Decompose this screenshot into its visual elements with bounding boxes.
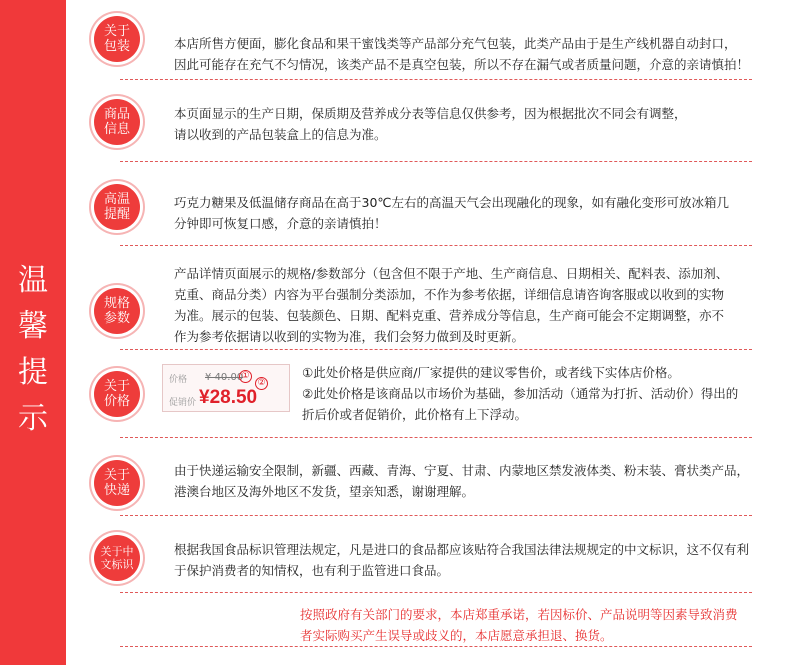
divider	[120, 592, 752, 593]
chinese-label-badge: 关于中 文标识	[94, 535, 140, 581]
original-price: ¥ 40.00	[205, 372, 244, 383]
shipping-text: 由于快递运输安全限制，新疆、西藏、青海、宁夏、甘肃、内蒙地区禁发液体类、粉末装、膏状类产品， 港澳台地区及海外地区不发货，望亲知悉，谢谢理解。	[174, 463, 750, 499]
price-example-image	[162, 364, 290, 412]
price-label: 价格	[169, 375, 188, 385]
chinese-label-text: 根据我国食品标识管理法规定，凡是进口的食品都应该贴符合我国法律法规规定的中文标识，这不仅有利 于保护消费者的知情权，也有利于监管进口食品。	[174, 542, 750, 578]
packaging-badge: 关于 包装	[94, 16, 140, 62]
marker-two: ②	[255, 377, 268, 390]
high-temp-badge: 高温 提醒	[94, 184, 140, 230]
product-info-text: 本页面显示的生产日期，保质期及营养成分表等信息仅供参考，因为根据批次不同会有调整， 请以收到的产品包装盒上的信息为准。	[174, 106, 687, 142]
product-info-badge: 商品 信息	[94, 99, 140, 145]
divider	[120, 79, 752, 80]
shipping-badge: 关于 快递	[94, 460, 140, 506]
divider	[120, 515, 752, 516]
sidebar	[0, 0, 66, 665]
price-badge: 关于 价格	[94, 371, 140, 417]
packaging-text: 本店所售方便面，膨化食品和果干蜜饯类等产品部分充气包装，此类产品由于是生产线机器自动封口， 因此可能存在充气不匀情况，该类产品不是真空包装，所以不存在漏气或者质量问题，介意的亲请慎拍！	[174, 36, 750, 72]
sidebar-title-char: 温	[18, 263, 48, 298]
promo-price-label: 促销价	[169, 398, 197, 408]
sidebar-title-char: 提	[18, 355, 48, 390]
divider	[120, 161, 752, 162]
marker-one: ①	[239, 370, 252, 383]
sidebar-title	[0, 258, 66, 442]
sidebar-title-char: 示	[18, 401, 48, 436]
specs-text: 产品详情页面展示的规格/参数部分（包含但不限于产地、生产商信息、日期相关、配料表、添加剂、 克重、商品分类）内容为平台强制分类添加，不作为参考依据，详细信息请咨询客服或以收到的实物 为准。展示的包装、包装颜色、日期、配料克重、营养成分等信息，生产商可能会不定期调整，亦不 作为参考依据请以收到的实物为准，我们会努力做到及时更新。	[174, 266, 729, 344]
footer-text: 按照政府有关部门的要求，本店郑重承诺，若因标价、产品说明等因素导致消费 者实际购买产生误导或歧义的，本店愿意承担退、换货。	[300, 607, 738, 643]
divider	[120, 646, 752, 647]
price-text: ①此处价格是供应商/厂家提供的建议零售价，或者线下实体店价格。 ②此处价格是该商品以市场价为基础，参加活动（通常为打折、活动价）得出的 折后价或者促销价，此价格有上下浮动。	[302, 365, 739, 422]
specs-badge: 规格 参数	[94, 288, 140, 334]
divider	[120, 245, 752, 246]
promo-price: ¥28.50	[199, 387, 258, 408]
divider	[120, 349, 752, 350]
divider	[120, 437, 752, 438]
sidebar-title-char: 馨	[18, 309, 48, 344]
high-temp-text: 巧克力糖果及低温储存商品在高于30℃左右的高温天气会出现融化的现象，如有融化变形可放冰箱几 分钟即可恢复口感，介意的亲请慎拍！	[174, 195, 729, 231]
